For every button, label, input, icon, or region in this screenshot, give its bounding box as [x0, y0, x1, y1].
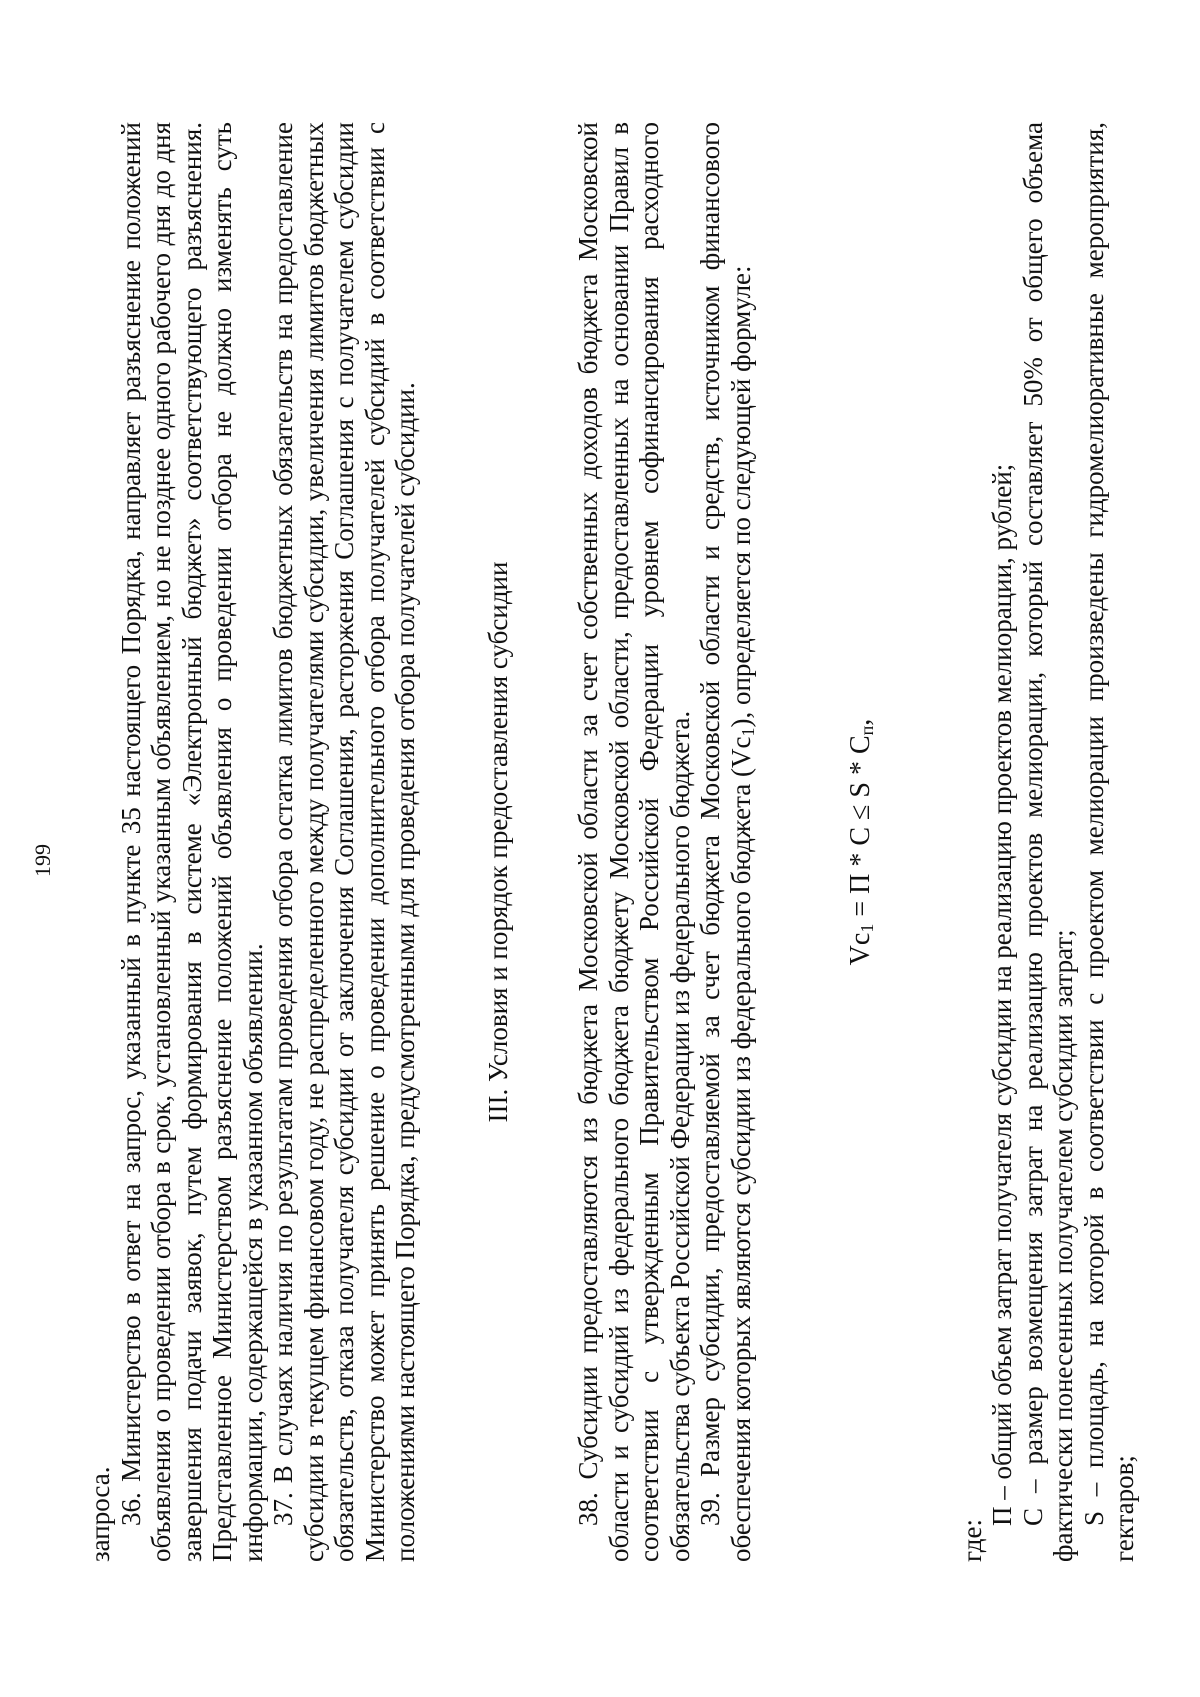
paragraph-39: [695, 122, 756, 1562]
where-label: где:: [956, 1519, 987, 1562]
paragraph-39-text-a: 39. Размер субсидии, предоставляемой за счет бюджета Московской области и средств, источником финансового обеспечения которых являются субсидии из федерального бюджета (Vс: [695, 122, 756, 1562]
formula-rhs: = П * С ≤ S * С: [845, 735, 876, 924]
paragraph-39-subscript: 1: [737, 727, 758, 737]
formula-tail: ,: [845, 718, 876, 726]
definition-c: С – размер возмещения затрат на реализацию проектов мелиорации, который составляет 50% от общего объема фактически понесенных получателем субсидии затрат;: [1017, 122, 1078, 1562]
definition-p: П – общий объем затрат получателя субсидии на реализацию проектов мелиорации, рублей;: [987, 463, 1017, 1526]
formula-lhs: Vс: [845, 932, 876, 966]
formula-lhs-subscript: 1: [857, 923, 877, 933]
paragraph-37: 37. В случаях наличия по результатам проведения отбора остатка лимитов бюджетных обязательств на предоставление субсидии в текущем финансовом году, не распределенного между получателями субсидии, увеличения лимитов бюджетных обязательств, отказа получателя субсидии от заключения Соглашения, расторжения Соглашения с получателем субсидии Министерство может принять решение о проведении дополнительного отбора получателей субсидий в соответствии с положениями настоящего Порядка, предусмотренными для проведения отбора получателей субсидии.: [268, 122, 420, 1562]
formula: [846, 122, 877, 1562]
section-title: III. Условия и порядок предоставления субсидии: [482, 561, 513, 1123]
formula-rhs-subscript: п: [857, 725, 877, 736]
document-body: [85, 122, 1140, 1562]
paragraph-36: 36. Министерство в ответ на запрос, указанный в пункте 35 настоящего Порядка, направляет разъяснение положений объявления о проведении отбора в срок, установленный указанным объявлением, но не позднее одного рабочего дня до дня завершения подачи заявок, путем формирования в системе «Электронный бюджет» соответствующего разъяснения. Представленное Министерством разъяснение положений объявления о проведении отбора не должно изменять суть информации, содержащейся в указанном объявлении.: [115, 122, 268, 1562]
paragraph-continuation: запроса.: [85, 1466, 115, 1562]
page-number: 199: [30, 844, 55, 877]
paragraph-39-text-b: ), определяется по следующей формуле:: [725, 265, 756, 728]
definition-s: S – площадь, на которой в соответствии с проектом мелиорации произведены гидромелиоративные мероприятия, гектаров;: [1078, 122, 1139, 1562]
paragraph-38: 38. Субсидии предоставляются из бюджета Московской области за счет собственных доходов бюджета Московской области и субсидий из федерального бюджета бюджету Московской области, предоставленных на основании Правил в соответствии с утвержденным Правительством Российской Федерации уровнем софинансирования расходного обязательства субъекта Российской Федерации из федерального бюджета.: [573, 122, 695, 1562]
